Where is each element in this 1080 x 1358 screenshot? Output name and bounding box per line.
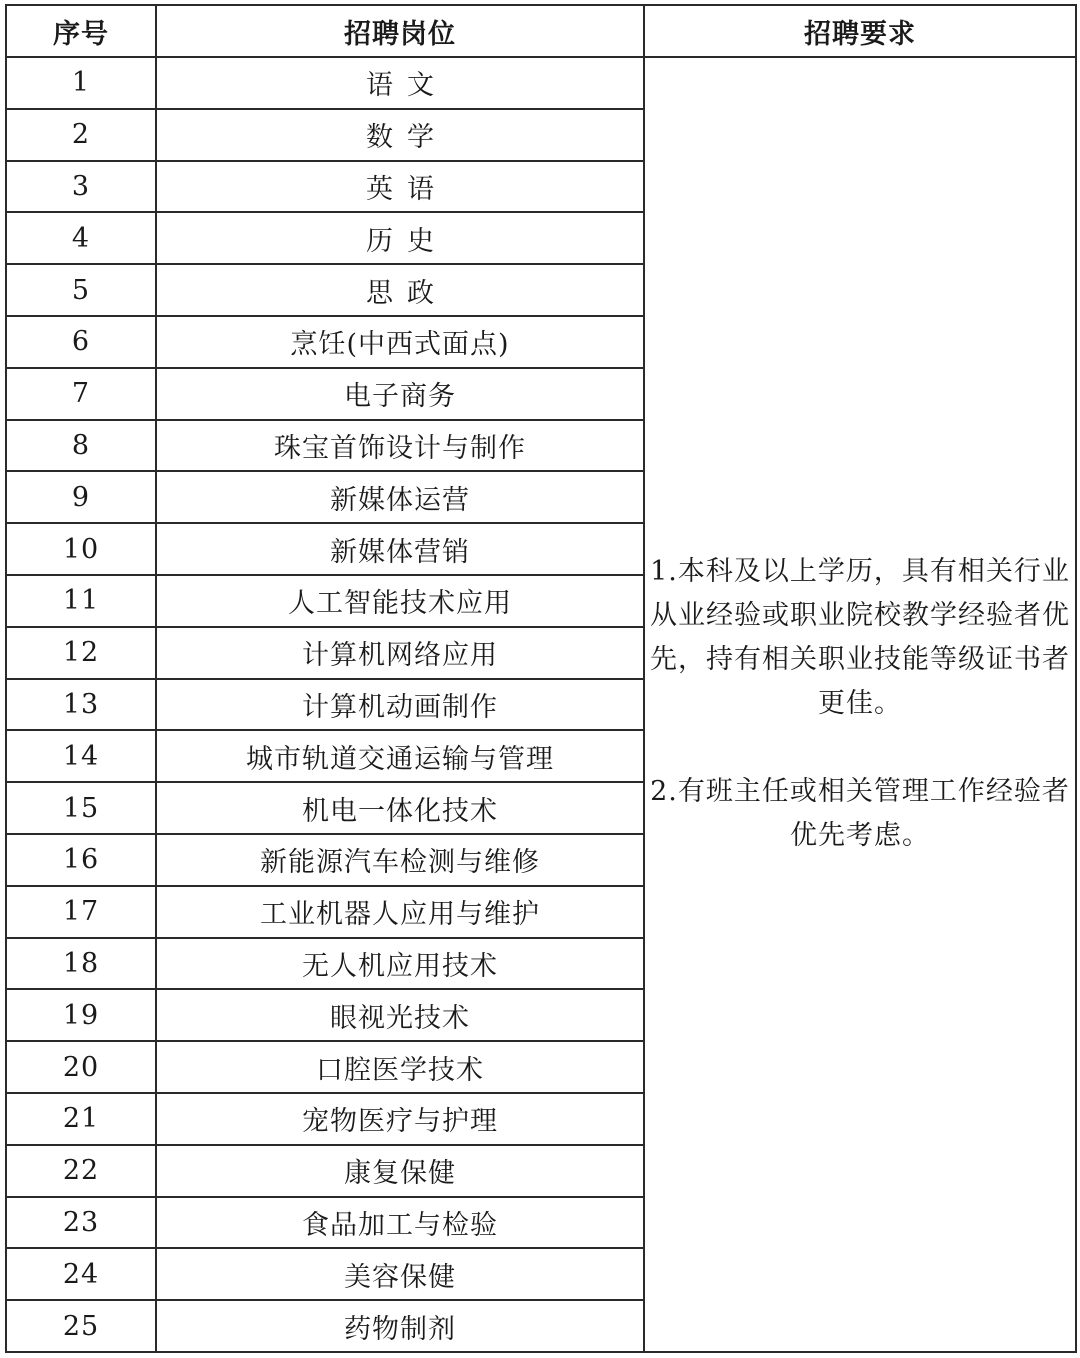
position-cell: 语文: [156, 57, 644, 109]
serial-number-cell: 7: [6, 368, 156, 420]
position-cell: 眼视光技术: [156, 989, 644, 1041]
position-cell: 新媒体营销: [156, 523, 644, 575]
serial-number-cell: 11: [6, 575, 156, 627]
position-cell: 宠物医疗与护理: [156, 1093, 644, 1145]
serial-number-cell: 16: [6, 834, 156, 886]
position-cell: 烹饪(中西式面点): [156, 316, 644, 368]
serial-number-cell: 14: [6, 730, 156, 782]
serial-number-cell: 9: [6, 471, 156, 523]
serial-number-cell: 8: [6, 420, 156, 472]
recruitment-document: [5, 4, 1075, 1352]
serial-number-cell: 25: [6, 1300, 156, 1352]
position-cell: 城市轨道交通运输与管理: [156, 730, 644, 782]
header-requirements: 招聘要求: [644, 5, 1076, 57]
position-cell: 数学: [156, 109, 644, 161]
position-cell: 美容保健: [156, 1248, 644, 1300]
position-cell: 计算机网络应用: [156, 627, 644, 679]
serial-number-cell: 17: [6, 886, 156, 938]
requirement-item-2: 2.有班主任或相关管理工作经验者优先考虑。: [650, 776, 1070, 852]
serial-number-cell: 13: [6, 679, 156, 731]
serial-number-cell: 21: [6, 1093, 156, 1145]
table-row: [6, 57, 1076, 109]
position-cell: 机电一体化技术: [156, 782, 644, 834]
requirement-spacer: [645, 726, 1075, 770]
serial-number-cell: 4: [6, 212, 156, 264]
position-cell: 计算机动画制作: [156, 679, 644, 731]
serial-number-cell: 22: [6, 1145, 156, 1197]
position-cell: 历史: [156, 212, 644, 264]
serial-number-cell: 1: [6, 57, 156, 109]
position-cell: 药物制剂: [156, 1300, 644, 1352]
header-serial-number: 序号: [6, 5, 156, 57]
position-cell: 英语: [156, 161, 644, 213]
position-cell: 新媒体运营: [156, 471, 644, 523]
position-cell: 电子商务: [156, 368, 644, 420]
requirements-cell: [644, 57, 1076, 1352]
serial-number-cell: 19: [6, 989, 156, 1041]
position-cell: 珠宝首饰设计与制作: [156, 420, 644, 472]
recruitment-table: [5, 4, 1077, 1353]
serial-number-cell: 6: [6, 316, 156, 368]
position-cell: 新能源汽车检测与维修: [156, 834, 644, 886]
serial-number-cell: 18: [6, 938, 156, 990]
requirement-item-1: 1.本科及以上学历，具有相关行业从业经验或职业院校教学经验者优先，持有相关职业技能等级证书者更佳。: [650, 556, 1070, 720]
position-cell: 康复保健: [156, 1145, 644, 1197]
position-cell: 无人机应用技术: [156, 938, 644, 990]
position-cell: 食品加工与检验: [156, 1197, 644, 1249]
serial-number-cell: 12: [6, 627, 156, 679]
position-cell: 思政: [156, 264, 644, 316]
table-body: [6, 57, 1076, 1352]
header-position: 招聘岗位: [156, 5, 644, 57]
table-header-row: [6, 5, 1076, 57]
position-cell: 人工智能技术应用: [156, 575, 644, 627]
serial-number-cell: 24: [6, 1248, 156, 1300]
serial-number-cell: 5: [6, 264, 156, 316]
serial-number-cell: 2: [6, 109, 156, 161]
serial-number-cell: 10: [6, 523, 156, 575]
position-cell: 工业机器人应用与维护: [156, 886, 644, 938]
serial-number-cell: 23: [6, 1197, 156, 1249]
serial-number-cell: 15: [6, 782, 156, 834]
position-cell: 口腔医学技术: [156, 1041, 644, 1093]
serial-number-cell: 3: [6, 161, 156, 213]
serial-number-cell: 20: [6, 1041, 156, 1093]
